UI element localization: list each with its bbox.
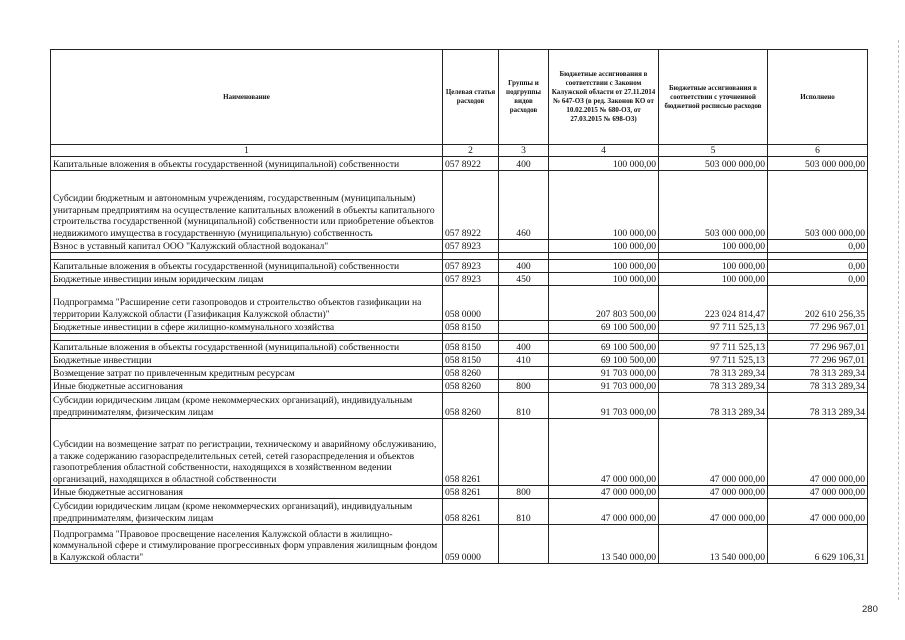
spacer-row — [51, 334, 868, 341]
cell-executed: 503 000 000,00 — [768, 157, 868, 171]
table-row — [51, 367, 868, 380]
cell-consolidated-allocation: 78 313 289,34 — [659, 367, 768, 380]
column-number: 2 — [443, 145, 499, 157]
table-row — [51, 341, 868, 354]
cell-name: Капитальные вложения в объекты государственной (муниципальной) собственности — [51, 157, 443, 171]
cell-consolidated-allocation: 47 000 000,00 — [659, 486, 768, 499]
spacer-cell — [499, 334, 549, 341]
cell-law-allocation: 69 100 500,00 — [549, 321, 659, 334]
spacer-cell — [768, 334, 868, 341]
cell-target-item: 058 8260 — [443, 380, 499, 393]
cell-consolidated-allocation: 13 540 000,00 — [659, 525, 768, 564]
cell-consolidated-allocation: 78 313 289,34 — [659, 393, 768, 419]
table-row — [51, 393, 868, 419]
cell-expense-group — [499, 240, 549, 253]
column-number: 6 — [768, 145, 868, 157]
cell-law-allocation: 13 540 000,00 — [549, 525, 659, 564]
table-row — [51, 321, 868, 334]
cell-target-item: 058 0000 — [443, 286, 499, 321]
table-row — [51, 157, 868, 171]
table-row — [51, 171, 868, 240]
cell-name: Бюджетные инвестиции в сфере жилищно-коммунального хозяйства — [51, 321, 443, 334]
cell-expense-group: 450 — [499, 273, 549, 286]
spacer-cell — [768, 253, 868, 260]
cell-executed: 47 000 000,00 — [768, 419, 868, 486]
cell-expense-group: 800 — [499, 486, 549, 499]
header-target-item: Целевая статья расходов — [443, 50, 499, 145]
table-row — [51, 419, 868, 486]
cell-name: Субсидии юридическим лицам (кроме некоммерческих организаций), индивидуальным предпринимателям, физическим лицам — [51, 499, 443, 525]
cell-consolidated-allocation: 100 000,00 — [659, 240, 768, 253]
table-row — [51, 273, 868, 286]
cell-target-item: 057 8922 — [443, 171, 499, 240]
cell-target-item: 059 0000 — [443, 525, 499, 564]
cell-executed: 77 296 967,01 — [768, 321, 868, 334]
cell-executed: 202 610 256,35 — [768, 286, 868, 321]
cell-consolidated-allocation: 223 024 814,47 — [659, 286, 768, 321]
cell-expense-group: 400 — [499, 260, 549, 273]
cell-target-item: 058 8261 — [443, 419, 499, 486]
cell-name: Взнос в уставный капитал ООО "Калужский областной водоканал" — [51, 240, 443, 253]
spacer-cell — [549, 253, 659, 260]
cell-consolidated-allocation: 47 000 000,00 — [659, 419, 768, 486]
cell-name: Подпрограмма "Правовое просвещение населения Калужской области в жилищно-коммунальной сфере и стимулирование прогрессивных форм управления жилищным фондом в Калужской области" — [51, 525, 443, 564]
cell-executed: 47 000 000,00 — [768, 499, 868, 525]
cell-target-item: 058 8260 — [443, 367, 499, 380]
spacer-cell — [51, 334, 443, 341]
cell-law-allocation: 91 703 000,00 — [549, 367, 659, 380]
cell-executed: 0,00 — [768, 240, 868, 253]
cell-expense-group — [499, 367, 549, 380]
spacer-cell — [659, 334, 768, 341]
spacer-row — [51, 253, 868, 260]
cell-executed: 47 000 000,00 — [768, 486, 868, 499]
cell-expense-group: 400 — [499, 157, 549, 171]
cell-name: Бюджетные инвестиции — [51, 354, 443, 367]
scan-edge-artifact — [897, 40, 899, 600]
cell-law-allocation: 47 000 000,00 — [549, 499, 659, 525]
cell-executed: 78 313 289,34 — [768, 380, 868, 393]
cell-expense-group — [499, 321, 549, 334]
cell-law-allocation: 91 703 000,00 — [549, 380, 659, 393]
cell-law-allocation: 47 000 000,00 — [549, 486, 659, 499]
cell-executed: 6 629 106,31 — [768, 525, 868, 564]
budget-execution-table — [50, 49, 868, 564]
spacer-cell — [443, 334, 499, 341]
cell-target-item: 058 8260 — [443, 393, 499, 419]
cell-law-allocation: 69 100 500,00 — [549, 341, 659, 354]
cell-expense-group: 810 — [499, 499, 549, 525]
header-consolidated-list: Бюджетные ассигнования в соответствии с уточненной бюджетной росписью расходов — [659, 50, 768, 145]
cell-target-item: 058 8261 — [443, 486, 499, 499]
cell-target-item: 058 8261 — [443, 499, 499, 525]
column-number: 4 — [549, 145, 659, 157]
cell-target-item: 058 8150 — [443, 321, 499, 334]
cell-law-allocation: 100 000,00 — [549, 260, 659, 273]
cell-executed: 503 000 000,00 — [768, 171, 868, 240]
spacer-cell — [443, 253, 499, 260]
header-law-allocations: Бюджетные ассигнования в соответствии с Законом Калужской области от 27.11.2014 № 647-ОЗ (в ред. Законов КО от 10.02.2015 № 680-ОЗ, от 27.03.2015 № 698-ОЗ) — [549, 50, 659, 145]
table-row — [51, 380, 868, 393]
cell-target-item: 057 8923 — [443, 260, 499, 273]
cell-name: Субсидии юридическим лицам (кроме некоммерческих организаций), индивидуальным предпринимателям, физическим лицам — [51, 393, 443, 419]
cell-executed: 0,00 — [768, 260, 868, 273]
cell-consolidated-allocation: 97 711 525,13 — [659, 341, 768, 354]
table-row — [51, 499, 868, 525]
cell-law-allocation: 91 703 000,00 — [549, 393, 659, 419]
spacer-cell — [659, 253, 768, 260]
cell-consolidated-allocation: 503 000 000,00 — [659, 157, 768, 171]
cell-name: Капитальные вложения в объекты государственной (муниципальной) собственности — [51, 260, 443, 273]
cell-name: Капитальные вложения в объекты государственной (муниципальной) собственности — [51, 341, 443, 354]
column-number: 5 — [659, 145, 768, 157]
cell-expense-group — [499, 286, 549, 321]
column-number: 1 — [51, 145, 443, 157]
table-body — [51, 157, 868, 564]
cell-expense-group — [499, 525, 549, 564]
cell-consolidated-allocation: 503 000 000,00 — [659, 171, 768, 240]
cell-name: Иные бюджетные ассигнования — [51, 380, 443, 393]
cell-expense-group: 810 — [499, 393, 549, 419]
cell-consolidated-allocation: 100 000,00 — [659, 273, 768, 286]
column-number-row — [51, 145, 868, 157]
cell-name: Субсидии на возмещение затрат по регистрации, техническому и аварийному обслуживанию, а также содержанию газораспределительных сетей, сетей газораспределения и объектов газопотребления областной собственности, находящихся в хозяйственном ведении организаций, находящихся в областной собственности — [51, 419, 443, 486]
cell-law-allocation: 100 000,00 — [549, 240, 659, 253]
cell-target-item: 058 8150 — [443, 354, 499, 367]
cell-executed: 0,00 — [768, 273, 868, 286]
cell-law-allocation: 100 000,00 — [549, 157, 659, 171]
cell-law-allocation: 207 803 500,00 — [549, 286, 659, 321]
table-row — [51, 525, 868, 564]
page-number: 280 — [862, 604, 878, 615]
cell-executed: 77 296 967,01 — [768, 354, 868, 367]
cell-expense-group: 410 — [499, 354, 549, 367]
table-row — [51, 286, 868, 321]
cell-target-item: 057 8922 — [443, 157, 499, 171]
cell-law-allocation: 100 000,00 — [549, 273, 659, 286]
cell-target-item: 057 8923 — [443, 273, 499, 286]
cell-expense-group — [499, 419, 549, 486]
cell-target-item: 058 8150 — [443, 341, 499, 354]
cell-law-allocation: 100 000,00 — [549, 171, 659, 240]
cell-expense-group: 400 — [499, 341, 549, 354]
cell-expense-group: 800 — [499, 380, 549, 393]
header-expense-groups: Группы и подгруппы видов расходов — [499, 50, 549, 145]
cell-executed: 78 313 289,34 — [768, 367, 868, 380]
cell-consolidated-allocation: 97 711 525,13 — [659, 321, 768, 334]
cell-name: Возмещение затрат по привлеченным кредитным ресурсам — [51, 367, 443, 380]
column-number: 3 — [499, 145, 549, 157]
cell-law-allocation: 69 100 500,00 — [549, 354, 659, 367]
cell-name: Иные бюджетные ассигнования — [51, 486, 443, 499]
cell-target-item: 057 8923 — [443, 240, 499, 253]
table-row — [51, 354, 868, 367]
header-executed: Исполнено — [768, 50, 868, 145]
cell-expense-group: 460 — [499, 171, 549, 240]
spacer-cell — [549, 334, 659, 341]
cell-name: Подпрограмма "Расширение сети газопроводов и строительство объектов газификации на территории Калужской области (Газификация Калужской области)" — [51, 286, 443, 321]
cell-name: Субсидии бюджетным и автономным учреждениям, государственным (муниципальным) унитарным предприятиям на осуществление капитальных вложений в объекты капитального строительства государственной (муниципальной) собственности или приобретение объектов недвижимого имущества в государственную (муниципальную) собственность — [51, 171, 443, 240]
cell-executed: 78 313 289,34 — [768, 393, 868, 419]
table-row — [51, 240, 868, 253]
spacer-cell — [499, 253, 549, 260]
cell-name: Бюджетные инвестиции иным юридическим лицам — [51, 273, 443, 286]
table-row — [51, 260, 868, 273]
cell-consolidated-allocation: 100 000,00 — [659, 260, 768, 273]
cell-executed: 77 296 967,01 — [768, 341, 868, 354]
cell-consolidated-allocation: 78 313 289,34 — [659, 380, 768, 393]
cell-consolidated-allocation: 97 711 525,13 — [659, 354, 768, 367]
table-row — [51, 486, 868, 499]
header-name: Наименование — [51, 50, 443, 145]
cell-consolidated-allocation: 47 000 000,00 — [659, 499, 768, 525]
cell-law-allocation: 47 000 000,00 — [549, 419, 659, 486]
spacer-cell — [51, 253, 443, 260]
